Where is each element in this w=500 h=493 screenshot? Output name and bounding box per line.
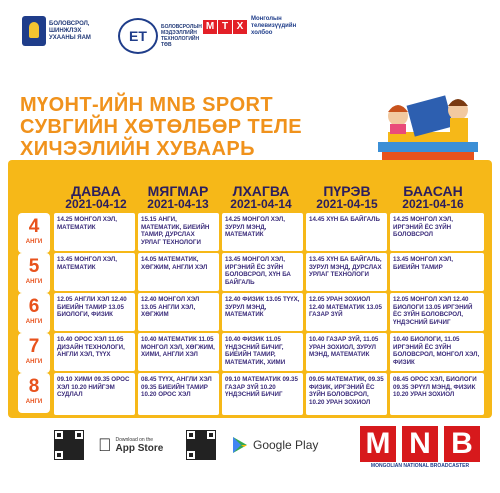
mnb-letter: B [444,426,480,462]
schedule-cell: 09.10 МАТЕМАТИК 09.35 ГАЗАР ЗҮЙ 10.20 ҮНДЭСНИЙ БИЧИГ [222,373,303,415]
day-name: МЯГМАР [147,183,209,199]
google-play-icon [232,436,248,454]
grade-label: АНГИ [25,319,43,325]
schedule-cell: 13.45 МОНГОЛ ХЭЛ, МАТЕМАТИК [54,253,135,291]
title-line-2: СУВГИЙН ХӨТӨЛБӨР ТЕЛЕ [20,116,303,138]
mtx-letter: М [203,20,217,34]
qr-code-app-store-icon[interactable] [54,430,84,460]
schedule-cell: 13.45 ХҮН БА БАЙГАЛЬ, ЗУРУЛ МЭНД, ДУРСЛАХ УРЛАГ ТЕХНОЛОГИ [306,253,387,291]
schedule-cell: 13.45 МОНГОЛ ХЭЛ, БИЕИЙН ТАМИР [390,253,484,291]
mtx-letters [203,20,248,34]
schedule-cell: 14.45 ХҮН БА БАЙГАЛЬ [306,213,387,251]
mtx-letter: Т [218,20,232,34]
grade-label: АНГИ [25,239,43,245]
schedule-cell: 10.40 ФИЗИК 11.05 ҮНДЭСНИЙ БИЧИГ, БИЕИЙН ТАМИР, МАТЕМАТИК, ХИМИ [222,333,303,371]
day-date: 2021-04-15 [316,197,378,211]
grade-badge-6 [18,293,50,333]
page-title [20,94,320,160]
schedule-cell: 09.05 МАТЕМАТИК, 09.35 ФИЗИК, ИРГЭНИЙ ЁС ЗҮЙН БОЛОВСРОЛ, 10.20 УРАН ЗОХИОЛ [306,373,387,415]
schedule-cell: 13.45 МОНГОЛ ХЭЛ, ИРГЭНИЙ ЁС ЗҮЙН БОЛОВСРОЛ, ХҮН БА БАЙГАЛЬ [222,253,303,291]
eitc-logo [118,18,205,54]
title-line-1: МҮОНТ-ИЙН MNB SPORT [20,94,274,116]
schedule-cell: 08.45 ОРОС ХЭЛ, БИОЛОГИ 09.35 ЭРҮҮЛ МЭНД, ФИЗИК 10.20 УРАН ЗОХИОЛ [390,373,484,415]
grade-badge-4 [18,213,50,253]
day-header-friday [392,184,474,211]
day-header-monday [56,184,136,211]
grade-label: АНГИ [25,359,43,365]
schedule-cell: 09.10 ХИМИ 09.35 ОРОС ХЭЛ 10.20 НИЙГЭМ СУДЛАЛ [54,373,135,415]
schedule-cell: 12.40 ФИЗИК 13.05 ТҮҮХ, ЗУРУЛ МЭНД, МАТЕМАТИК [222,293,303,331]
soyombo-emblem-icon [22,16,46,46]
header [0,0,500,74]
kids-reading-illustration [370,80,485,170]
mnb-logo [356,426,484,470]
grade-number: 6 [28,296,40,317]
title-line-3: ХИЧЭЭЛИЙН ХУВААРЬ [20,138,255,160]
grade-number: 8 [28,376,40,397]
grade-number: 5 [28,256,40,277]
day-name: ПҮРЭВ [323,183,371,199]
grade-number: 4 [28,216,40,237]
ministry-logo [22,16,107,46]
schedule-cell: 14.25 МОНГОЛ ХЭЛ, ИРГЭНИЙ ЁС ЗҮЙН БОЛОВСРОЛ [390,213,484,251]
eitc-name: БОЛОВСРОЛЫН МЭДЭЭЛЛИЙН ТЕХНОЛОГИЙН ТӨВ [161,24,202,48]
schedule-cell: 14.25 МОНГОЛ ХЭЛ, МАТЕМАТИК [54,213,135,251]
day-header-wednesday [220,184,302,211]
day-name: БААСАН [403,183,463,199]
mtx-name: Монголын телевизүүдийн холбоо [251,16,297,36]
grade-label: АНГИ [25,279,43,285]
grade-number: 7 [28,336,40,357]
mtx-logo [203,16,305,37]
mnb-letter: N [402,426,438,462]
schedule-cell: 08.45 ТҮҮХ, АНГЛИ ХЭЛ 09.35 БИЕИЙН ТАМИР 10.20 ОРОС ХЭЛ [138,373,219,415]
google-play-badge[interactable] [232,432,318,458]
mtx-letter: Х [233,20,247,34]
app-store-badge[interactable] [98,432,163,458]
schedule-cell: 15.15 АНГИ, МАТЕМАТИК, БИЕИЙН ТАМИР, ДУРСЛАХ УРЛАГ ТЕХНОЛОГИ [138,213,219,251]
grade-badge-8 [18,373,50,413]
app-store-small-text: Download on the [102,436,140,443]
day-header-thursday [306,184,388,211]
ministry-name: БОЛОВСРОЛ, ШИНЖЛЭХ УХААНЫ ЯАМ [49,20,91,41]
google-play-text: Google Play [253,437,319,452]
schedule-cell: 14.05 МАТЕМАТИК, ХӨГЖИМ, АНГЛИ ХЭЛ [138,253,219,291]
schedule-cell: 12.05 УРАН ЗОХИОЛ 12.40 МАТЕМАТИК 13.05 ГАЗАР ЗҮЙ [306,293,387,331]
schedule-cell: 10.40 ОРОС ХЭЛ 11.05 ДИЗАЙН ТЕХНОЛОГИ, АНГЛИ ХЭЛ, ТҮҮХ [54,333,135,371]
et-logo-mark: ЕТ [118,18,158,54]
day-name: ДАВАА [71,183,121,199]
grade-label: АНГИ [25,399,43,405]
day-date: 2021-04-14 [230,197,292,211]
grade-badge-5 [18,253,50,293]
schedule-cell: 10.40 МАТЕМАТИК 11.05 МОНГОЛ ХЭЛ, ХӨГЖИМ, ХИМИ, АНГЛИ ХЭЛ [138,333,219,371]
day-name: ЛХАГВА [232,183,290,199]
mnb-caption: MONGOLIAN NATIONAL BROADCASTER [370,463,470,469]
qr-code-google-play-icon[interactable] [186,430,216,460]
grade-badge-7 [18,333,50,373]
schedule-cell: 10.40 ГАЗАР ЗҮЙ, 11.05 УРАН ЗОХИОЛ, ЗУРУЛ МЭНД, МАТЕМАТИК [306,333,387,371]
schedule-cell: 12.40 МОНГОЛ ХЭЛ 13.05 АНГЛИ ХЭЛ, ХӨГЖИМ [138,293,219,331]
mnb-letter: M [360,426,396,462]
app-store-text: App Store [102,442,150,454]
day-date: 2021-04-12 [65,197,127,211]
day-date: 2021-04-16 [402,197,464,211]
apple-icon [98,435,112,456]
schedule-cell: 10.40 БИОЛОГИ, 11.05 ИРГЭНИЙ ЁС ЗҮЙН БОЛОВСРОЛ, МОНГОЛ ХЭЛ, ФИЗИК [390,333,484,371]
schedule-cell: 12.05 АНГЛИ ХЭЛ 12.40 БИЕИЙН ТАМИР 13.05 БИОЛОГИ, ФИЗИК [54,293,135,331]
schedule-cell: 12.05 МОНГОЛ ХЭЛ 12.40 БИОЛОГИ 13.05 ИРГЭНИЙ ЁС ЗҮЙН БОЛОВСРОЛ, ҮНДЭСНИЙ БИЧИГ [390,293,484,331]
day-header-tuesday [138,184,218,211]
schedule-cell: 14.25 МОНГОЛ ХЭЛ, ЗУРУЛ МЭНД, МАТЕМАТИК [222,213,303,251]
day-date: 2021-04-13 [147,197,209,211]
